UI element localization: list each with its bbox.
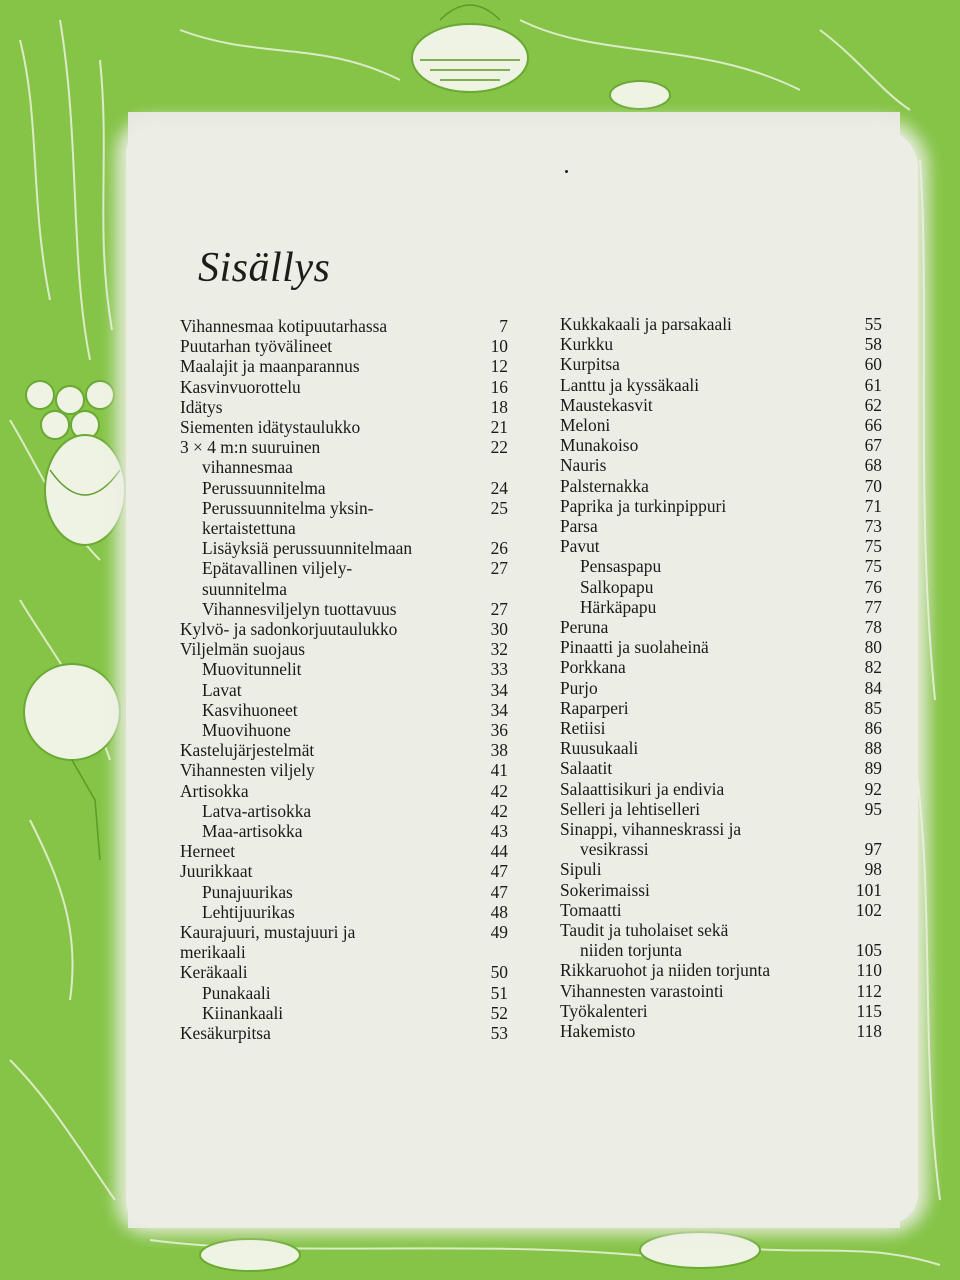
toc-entry-title: Tomaatti: [560, 899, 622, 920]
toc-entry-page: 53: [490, 1023, 508, 1043]
toc-entry-page: 101: [855, 879, 882, 900]
toc-entry-page: 76: [864, 576, 882, 597]
toc-entry-page: 118: [856, 1021, 882, 1041]
toc-entry-title: niiden torjunta: [580, 940, 682, 961]
toc-entry-page: 49: [490, 922, 508, 942]
toc-entry-page: 84: [864, 677, 882, 698]
toc-entry-title: Kaurajuuri, mustajuuri ja: [180, 922, 356, 942]
toc-entry-page: 89: [864, 758, 882, 779]
toc-entry-title: Lanttu ja kyssäkaali: [560, 374, 700, 395]
toc-entry-page: 61: [864, 374, 882, 395]
toc-entry-page: 41: [490, 760, 508, 781]
toc-entry-page: 24: [490, 477, 508, 498]
toc-entry-page: 70: [864, 475, 882, 496]
toc-entry-title: Retiisi: [560, 718, 606, 738]
toc-entry-title: Hakemisto: [560, 1021, 636, 1041]
toc-entry-title: Kurkku: [560, 334, 614, 355]
toc-entry-title: Latva-artisokka: [202, 800, 312, 821]
toc-entry-title: Kiinankaali: [202, 1002, 284, 1023]
toc-entry-title: Pinaatti ja suolaheinä: [560, 637, 709, 658]
toc-entry-page: 97: [864, 839, 882, 860]
toc-entry-title: Perussuunnitelma: [202, 477, 326, 498]
toc-entry-page: 77: [864, 596, 882, 617]
toc-entry-title: Idätys: [180, 396, 223, 417]
toc-entry-title: Vihannesviljelyn tuottavuus: [202, 598, 397, 619]
toc-entry-page: 88: [864, 738, 882, 759]
toc-entry-title: kertaistettuna: [202, 518, 296, 538]
toc-entry-title: vesikrassi: [580, 839, 649, 860]
toc-entry-title: Kylvö- ja sadonkorjuutaulukko: [180, 619, 398, 639]
toc-entry-title: Rikkaruohot ja niiden torjunta: [560, 960, 771, 981]
toc-entry-page: 75: [864, 536, 882, 557]
toc-entry-page: 44: [490, 841, 508, 862]
toc-entry-title: Työkalenteri: [560, 1000, 648, 1021]
toc-entry-page: 43: [490, 821, 508, 841]
toc-entry-page: 85: [864, 697, 882, 718]
toc-entry-title: Ruusukaali: [560, 738, 639, 759]
toc-entry-page: 36: [490, 720, 508, 740]
ink-dot: [565, 170, 568, 173]
toc-entry-title: Juurikkaat: [180, 861, 253, 882]
toc-entry-title: Paprika ja turkinpippuri: [560, 495, 727, 516]
toc-entry-page: 62: [864, 394, 882, 415]
toc-entry-title: Artisokka: [180, 780, 249, 801]
toc-entry-title: vihannesmaa: [202, 457, 293, 478]
toc-entry-page: 58: [864, 334, 882, 355]
toc-entry-title: Purjo: [560, 677, 598, 698]
toc-entry-page: 112: [856, 980, 882, 1001]
toc-entry-title: Vihannesten varastointi: [560, 980, 724, 1001]
toc-entry-title: Puutarhan työvälineet: [180, 336, 333, 357]
toc-entry-title: Perussuunnitelma yksin-: [202, 497, 374, 518]
toc-entry-page: 12: [490, 356, 508, 377]
toc-entry-title: Salkopapu: [580, 576, 654, 597]
toc-entry-page: 68: [864, 455, 882, 476]
toc-entry-page: 10: [490, 336, 508, 357]
toc-right-column: [560, 314, 882, 1044]
toc-entry-title: Kasvinvuorottelu: [180, 376, 301, 397]
toc-left-column: [180, 316, 508, 1043]
toc-entry-title: Kukkakaali ja parsakaali: [560, 314, 732, 334]
toc-entry-title: Maa-artisokka: [202, 821, 303, 841]
toc-entry-page: 71: [864, 495, 882, 516]
toc-entry-page: 30: [490, 619, 508, 639]
toc-entry-title: Sokerimaissi: [560, 879, 650, 900]
toc-entry-title: Lisäyksiä perussuunnitelmaan: [202, 538, 413, 559]
toc-entry-page: 110: [856, 960, 882, 981]
toc-entry-title: Viljelmän suojaus: [180, 639, 306, 660]
toc-entry-title: Salaattisikuri ja endivia: [560, 778, 725, 799]
toc-entry-title: suunnitelma: [202, 578, 288, 599]
toc-entry-page: 66: [864, 415, 882, 435]
toc-entry-page: 78: [864, 617, 882, 637]
toc-entry-page: 75: [864, 556, 882, 577]
toc-entry-page: 42: [490, 800, 508, 821]
toc-entry-title: Kurpitsa: [560, 354, 620, 375]
toc-entry-page: 18: [490, 396, 508, 417]
toc-entry-page: 73: [864, 516, 882, 536]
toc-entry-title: Sinappi, vihanneskrassi ja: [560, 819, 742, 839]
toc-entry-title: Lavat: [202, 679, 242, 700]
toc-entry-title: Lehtijuurikas: [202, 901, 295, 922]
toc-entry-title: Parsa: [560, 516, 598, 536]
toc-entry-title: Pavut: [560, 536, 600, 557]
toc-entry-page: 25: [490, 497, 508, 518]
toc-entry-title: Maustekasvit: [560, 394, 653, 415]
toc-entry-page: 47: [490, 881, 508, 902]
toc-entry-title: Punajuurikas: [202, 881, 293, 902]
toc-entry-page: 82: [864, 657, 882, 678]
toc-entry-page: 22: [490, 437, 508, 458]
toc-entry-title: Muovihuone: [202, 720, 291, 740]
toc-entry-title: Salaatit: [560, 758, 613, 779]
toc-entry-page: 98: [864, 859, 882, 880]
toc-entry-title: Vihannesmaa kotipuutarhassa: [180, 316, 388, 336]
toc-entry-title: Raparperi: [560, 697, 629, 718]
toc-entry-title: Taudit ja tuholaiset sekä: [560, 920, 729, 940]
page-title: Sisällys: [198, 245, 331, 291]
toc-entry-page: 95: [864, 798, 882, 819]
toc-entry-title: Muovitunnelit: [202, 659, 302, 680]
toc-entry-title: Härkäpapu: [580, 596, 657, 617]
toc-entry-page: 26: [490, 538, 508, 559]
toc-entry-page: 33: [490, 659, 508, 680]
toc-entry-title: Keräkaali: [180, 962, 248, 983]
toc-entry-page: 67: [864, 435, 882, 456]
toc-entry-page: 32: [490, 639, 508, 660]
toc-entry-title: Selleri ja lehtiselleri: [560, 798, 701, 819]
toc-entry-title: Pensaspapu: [580, 556, 662, 577]
toc-entry-page: 51: [490, 982, 508, 1003]
toc-entry-title: Peruna: [560, 617, 609, 637]
toc-entry-page: 21: [490, 417, 508, 437]
toc-entry-page: 7: [499, 316, 508, 336]
toc-entry-title: Munakoiso: [560, 435, 639, 456]
toc-entry-page: 115: [856, 1000, 882, 1021]
toc-entry-title: Nauris: [560, 455, 607, 476]
toc-entry-page: 102: [855, 899, 882, 920]
toc-entry-page: 52: [490, 1002, 508, 1023]
toc-entry-page: 16: [490, 376, 508, 397]
toc-entry-title: Porkkana: [560, 657, 626, 678]
toc-entry-page: 48: [490, 901, 508, 922]
toc-entry-title: Siementen idätystaulukko: [180, 417, 361, 437]
toc-entry-title: Kastelujärjestelmät: [180, 740, 315, 761]
toc-entry-title: Kesäkurpitsa: [180, 1023, 271, 1043]
toc-entry-title: 3 × 4 m:n suuruinen: [180, 437, 321, 458]
toc-entry-page: 34: [490, 699, 508, 720]
toc-entry-title: Sipuli: [560, 859, 602, 880]
toc-entry-title: Punakaali: [202, 982, 271, 1003]
toc-entry-page: 86: [864, 718, 882, 738]
toc-entry-page: 42: [490, 780, 508, 801]
toc-entry-title: Kasvihuoneet: [202, 699, 298, 720]
toc-entry-page: 38: [490, 740, 508, 761]
toc-entry-title: Meloni: [560, 415, 611, 435]
toc-entry-page: 60: [864, 354, 882, 375]
toc-entry-page: 27: [490, 598, 508, 619]
toc-entry-title: Palsternakka: [560, 475, 649, 496]
toc-entry-page: 92: [864, 778, 882, 799]
toc-entry-page: 80: [864, 637, 882, 658]
toc-entry-page: 105: [855, 940, 882, 961]
toc-entry-page: 47: [490, 861, 508, 882]
toc-entry-title: Herneet: [180, 841, 236, 862]
toc-entry-title: Maalajit ja maanparannus: [180, 356, 360, 377]
toc-entry-title: merikaali: [180, 942, 246, 963]
toc-entry-page: 27: [490, 558, 508, 579]
toc-entry-page: 50: [490, 962, 508, 983]
toc-entry-title: Epätavallinen viljely-: [202, 558, 353, 579]
toc-entry-page: 34: [490, 679, 508, 700]
toc-entry-title: Vihannesten viljely: [180, 760, 315, 781]
toc-entry-page: 55: [864, 314, 882, 334]
